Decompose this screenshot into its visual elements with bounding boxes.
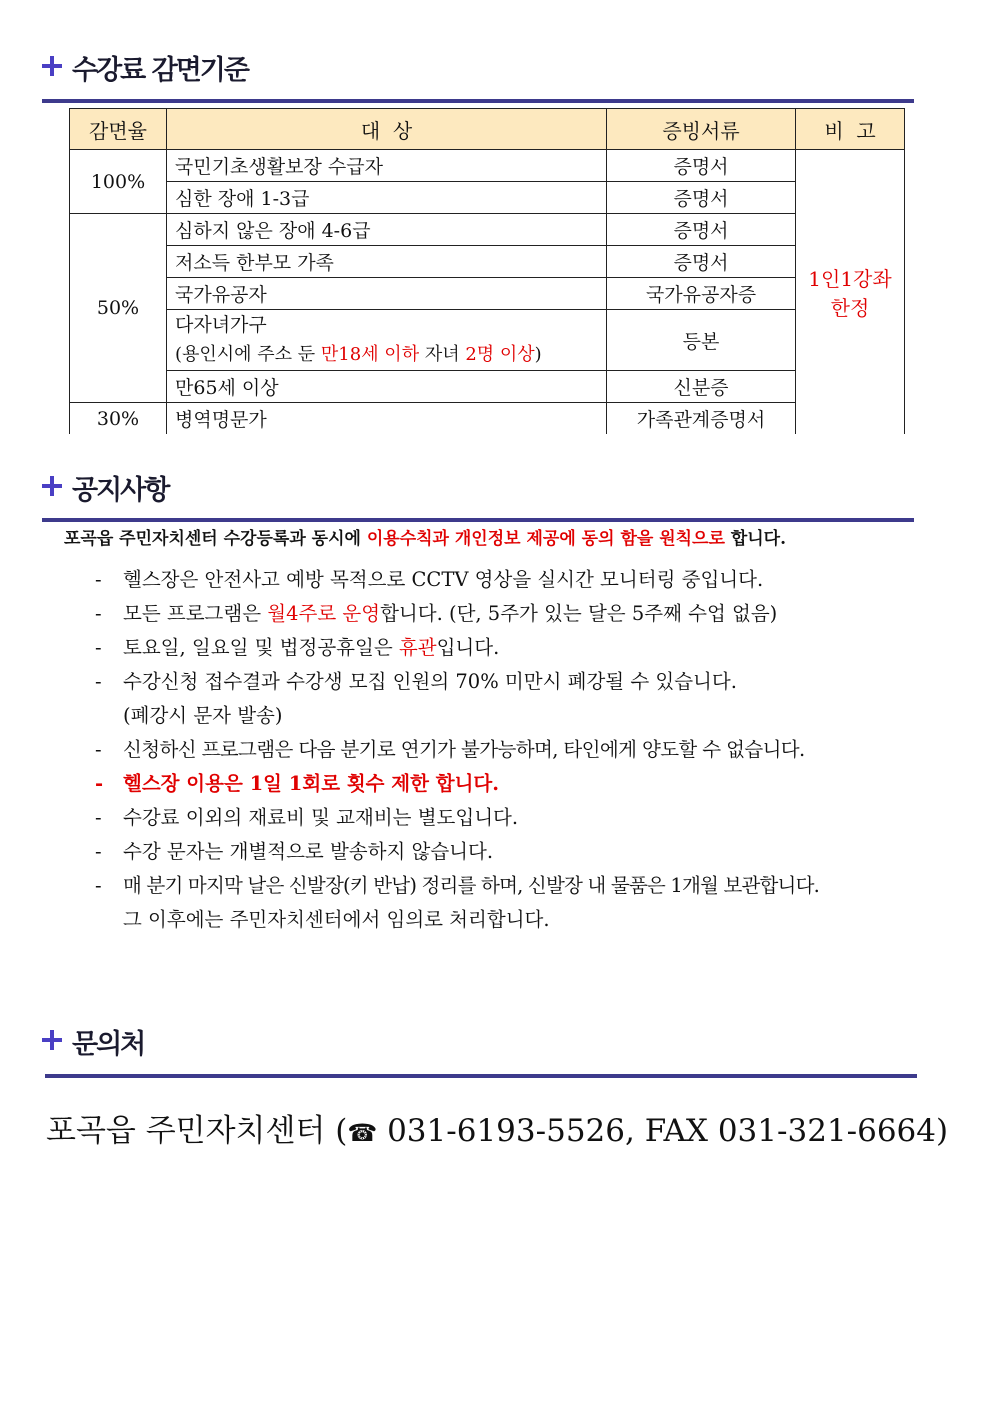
detail-text: (용인시에 주소 둔: [175, 344, 321, 365]
contact-line: [46, 1105, 948, 1150]
header-note: 비 고: [796, 109, 905, 150]
target-cell: 심하지 않은 장애 4-6급: [167, 214, 607, 246]
fee-section-title: 수강료 감면기준: [72, 55, 248, 86]
fee-reduction-table: [69, 108, 905, 434]
list-item: [95, 767, 975, 801]
item-highlight: 월4주로 운영: [267, 602, 381, 625]
header-target: 대 상: [167, 109, 607, 150]
item-text: 수강신청 접수결과 수강생 모집 인원의 70% 미만시 폐강될 수 있습니다.: [123, 670, 737, 693]
detail-highlight: 2명 이상: [465, 344, 535, 365]
item-text: 매 분기 마지막 날은 신발장(키 반납) 정리를 하며, 신발장 내 물품은 1개월 보관합니다.: [123, 874, 820, 897]
table-row: [70, 246, 905, 278]
item-text: 그 이후에는 주민자치센터에서 임의로 처리합니다.: [123, 908, 550, 931]
document-cell: 증명서: [607, 150, 796, 182]
target-cell: 만65세 이상: [167, 371, 607, 403]
detail-text: 자녀: [419, 344, 466, 365]
target-detail: [175, 340, 598, 370]
document-cell: 증명서: [607, 214, 796, 246]
plus-icon: [42, 476, 62, 496]
target-cell: 저소득 한부모 가족: [167, 246, 607, 278]
table-row: [70, 403, 905, 435]
target-cell: 국민기초생활보장 수급자: [167, 150, 607, 182]
document-cell: 증명서: [607, 182, 796, 214]
list-item: [95, 631, 975, 665]
target-cell: 심한 장애 1-3급: [167, 182, 607, 214]
contact-numbers: 031-6193-5526, FAX 031-321-6664): [377, 1113, 949, 1149]
detail-text: ): [534, 344, 542, 365]
target-cell: [167, 310, 607, 371]
section-divider: [42, 518, 914, 522]
table-row: [70, 278, 905, 310]
table-header-row: [70, 109, 905, 150]
target-cell: 국가유공자: [167, 278, 607, 310]
document-cell: 가족관계증명서: [607, 403, 796, 435]
rate-cell: 30%: [70, 403, 167, 435]
dash-bullet: -: [95, 874, 102, 897]
section-divider: [45, 1074, 917, 1078]
list-item: [95, 665, 975, 733]
document-cell: 신분증: [607, 371, 796, 403]
dash-bullet: -: [95, 568, 102, 591]
table-row: [70, 310, 905, 371]
dash-bullet: -: [95, 772, 104, 795]
section-divider: [42, 99, 914, 103]
item-highlight: 헬스장 이용은 1일 1회로 횟수 제한 합니다.: [123, 772, 500, 795]
table-row: [70, 150, 905, 182]
plus-icon: [42, 1030, 62, 1050]
dash-bullet: -: [95, 806, 102, 829]
item-text: 입니다.: [436, 636, 500, 659]
dash-bullet: -: [95, 738, 102, 761]
table-row: [70, 214, 905, 246]
item-text: (폐강시 문자 발송): [123, 704, 283, 727]
list-item: [95, 563, 975, 597]
item-highlight: 휴관: [398, 636, 437, 659]
document-cell: 증명서: [607, 246, 796, 278]
item-text: 모든 프로그램은: [123, 602, 268, 625]
notice-lead: [64, 524, 786, 549]
note-line: 한정: [830, 296, 870, 320]
item-text: 토요일, 일요일 및 법정공휴일은: [123, 636, 399, 659]
item-text: 수강료 이외의 재료비 및 교재비는 별도입니다.: [123, 806, 519, 829]
plus-icon: [42, 56, 62, 76]
list-item: [95, 869, 975, 937]
dash-bullet: -: [95, 636, 102, 659]
contact-name: 포곡읍 주민자치센터 (: [46, 1113, 348, 1149]
notice-section-title: 공지사항: [72, 475, 169, 506]
note-line: 1인1강좌: [808, 267, 892, 291]
item-text: 합니다. (단, 5주가 있는 달은 5주째 수업 없음): [380, 602, 778, 625]
list-item: [95, 801, 975, 835]
target-main: 다자녀가구: [175, 314, 267, 336]
list-item: [95, 835, 975, 869]
item-text: 헬스장은 안전사고 예방 목적으로 CCTV 영상을 실시간 모니터링 중입니다.: [123, 568, 764, 591]
lead-highlight: 이용수칙과 개인정보 제공에 동의 함을 원칙으로: [366, 529, 725, 549]
dash-bullet: -: [95, 670, 102, 693]
list-item: [95, 597, 975, 631]
dash-bullet: -: [95, 840, 102, 863]
item-text: 신청하신 프로그램은 다음 분기로 연기가 불가능하며, 타인에게 양도할 수 없습니다.: [123, 738, 805, 761]
note-cell: [796, 150, 905, 435]
item-text: 수강 문자는 개별적으로 발송하지 않습니다.: [123, 840, 494, 863]
contact-section-title: 문의처: [72, 1029, 145, 1060]
header-document: 증빙서류: [607, 109, 796, 150]
phone-icon: ☎: [347, 1119, 378, 1147]
document-cell: 국가유공자증: [607, 278, 796, 310]
lead-text: 포곡읍 주민자치센터 수강등록과 동시에: [64, 529, 367, 549]
document-cell: 등본: [607, 310, 796, 371]
rate-cell: 100%: [70, 150, 167, 214]
detail-highlight: 만18세 이하: [320, 344, 420, 365]
lead-text: 합니다.: [724, 529, 787, 549]
target-cell: 병역명문가: [167, 403, 607, 435]
rate-cell: 50%: [70, 214, 167, 403]
dash-bullet: -: [95, 602, 102, 625]
table-row: [70, 371, 905, 403]
table-row: [70, 182, 905, 214]
header-rate: 감면율: [70, 109, 167, 150]
list-item: [95, 733, 975, 767]
notice-list: [95, 563, 975, 937]
